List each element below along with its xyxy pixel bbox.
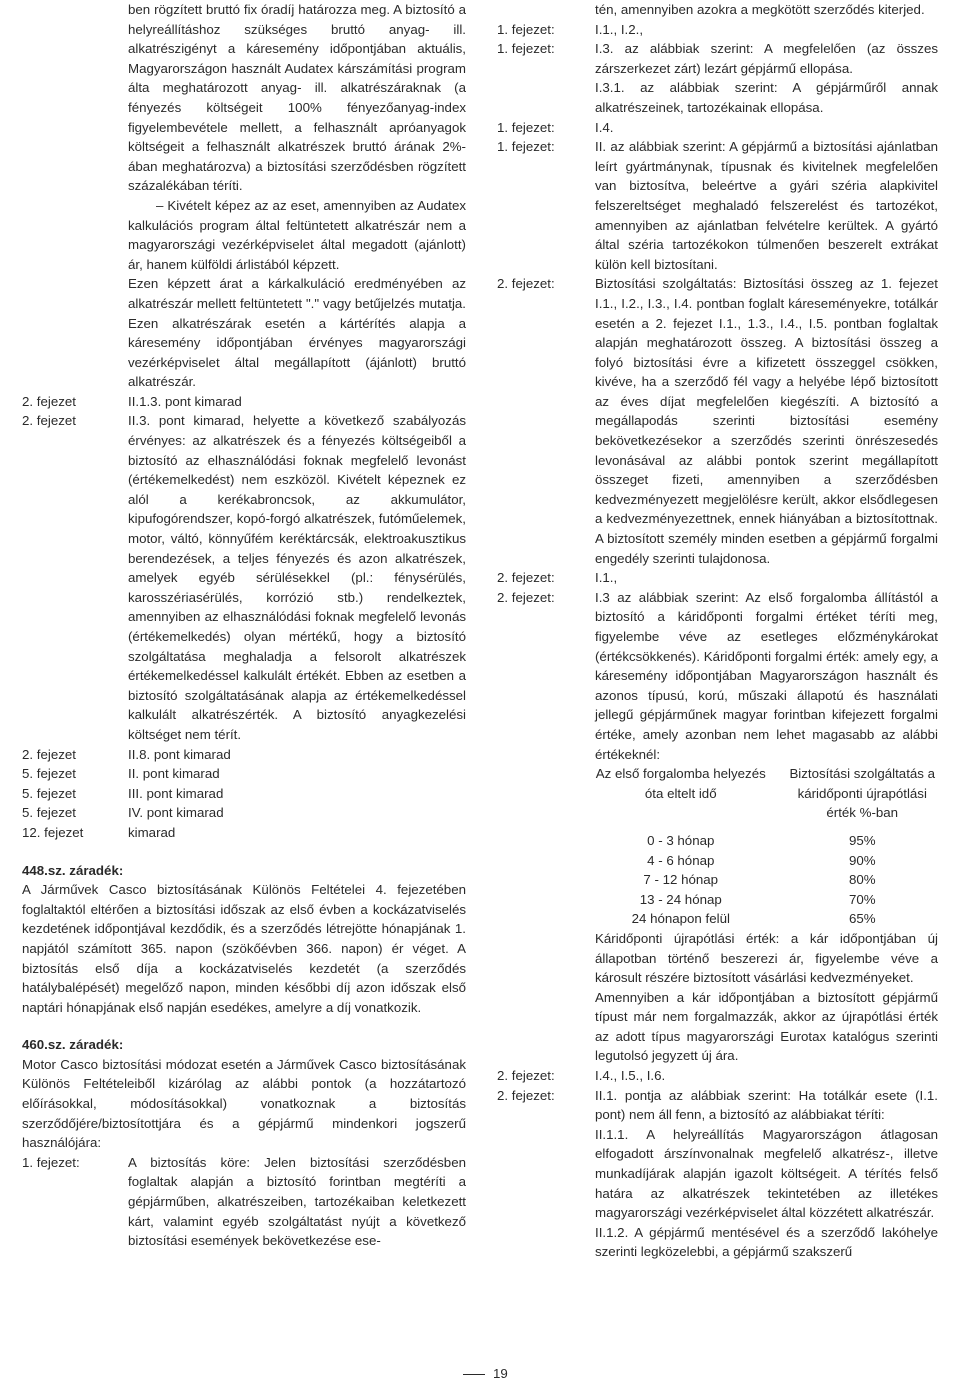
chapter-label: 2. fejezet: [22, 746, 76, 762]
table-cell-period: 0 - 3 hónap: [647, 832, 715, 848]
coverage-row: [497, 588, 938, 764]
coverage-row: [497, 118, 938, 138]
coverage-text: I.1., I.2.,: [595, 21, 644, 37]
right-column: [497, 0, 938, 1262]
amendment-row: [22, 764, 466, 784]
clause-460-body: Motor Casco biztosítási módozat esetén a Járművek Casco biztosításának Különös Feltételeiből kizárólag az alábbi pontok (a hozzátartozó előírásokkal, módosításokkal) vonatkoznak a biztosítás szerződőjére/biztosítottjára és a gépjármű mindenkori jogszerű használójára:: [22, 1056, 466, 1151]
chapter-label: 2. fejezet:: [497, 1068, 555, 1084]
table-row: [595, 909, 938, 929]
table-cell-percent: 65%: [848, 911, 876, 927]
amendment-row: [22, 745, 466, 765]
eurotax-paragraph: Amennyiben a kár időpontjában a biztosított gépjármű típust már nem forgalmazzák, akkor az újrapótlási érték az adott típus magyarországi Eurotax katalógus szerinti legutolsó jegyzett új ára.: [595, 989, 938, 1064]
coverage-row: [497, 1066, 938, 1086]
left-intro: [22, 0, 466, 392]
table-spacer: [595, 823, 938, 831]
chapter-label: 5. fejezet: [22, 785, 76, 801]
amendment-text: II.3. pont kimarad, helyette a következő szabályozás érvényes: az alkatrészek és a fényezés költségeiből a biztosító az elhasználódási foknak megfelelő levonást (értékemelkedést) nem eszközöl. Kivételt képeznek ez alól a kerékabroncsok, az akkumulátor, kipufogórendszer, kopó-forgó alkatrészek, futóműelemek, motor, váltó, könnyűfém keréktárcsák, elektroakusztikus berendezések, a teljes fényezés és azon alkatrészek, amelyek egyéb sérülésekkel (pl.: fénysérülés, karosszériasérülés, korrózió stb.) rendelkeztek, amennyiben az elhasználódási foknak megfelelő levonás (értékemelkedés) olyan mértékű, hogy a biztosító szolgáltatása meghaladja a felsorolt alkatrészek értékemelkedéssel kalkulált értékét. Ebben az esetben a biztosító szolgáltatásának alapja az értékemelkedéssel kalkulált alkatrészérték. A biztosító anyagkezelési költséget nem térít.: [128, 413, 466, 742]
table-row: [595, 831, 938, 851]
table-cell-percent: 70%: [848, 891, 876, 907]
coverage-row: [497, 78, 938, 117]
coverage-text: I.3 az alábbiak szerint: Az első forgalomba állítástól a biztosító a káridőponti forgalmi értéket téríti meg, figyelembe véve az esetleges előzménykárokat (értékcsökkenés). Káridőponti forgalmi érték: amely egy, a káresemény időpontjában Magyarországon használt és azonos típusú, korú, műszaki állapotú és használati jellegű gépjárműnek magyar forintban kifejezett forgalmi értéke, amely azonban nem lehet magasabb az alábbi értékeknél:: [595, 589, 938, 762]
chapter-label: 2. fejezet: [22, 413, 76, 429]
depreciation-table: [595, 764, 938, 929]
chapter-label: 1. fejezet:: [497, 119, 555, 135]
amendment-text: III. pont kimarad: [128, 785, 224, 801]
coverage-row: [497, 39, 938, 78]
exception-paragraph: – Kivételt képez az az eset, amennyiben az Audatex kalkulációs program által feltüntetett alkatrészár nem a magyarországi vezérképviselet által megadott (ajánlott) ár, hanem külföldi árlistából képzett.: [128, 197, 466, 272]
amendment-text: II. pont kimarad: [128, 766, 220, 782]
right-tail: [497, 1125, 938, 1262]
coverage-row: [497, 568, 938, 588]
table-header-row: [595, 764, 938, 823]
replacement-value-paragraph: Káridőponti újrapótlási érték: a kár időpontjában új állapotban történő beszerezi ár, figyelembe véve a károsult részére biztosított vásárlási kedvezményeket.: [595, 930, 938, 986]
chapter-label: 2. fejezet: [22, 393, 76, 409]
coverage-text: I.3.1. az alábbiak szerint: A gépjárműről annak alkatrészeinek, tartozékainak ellopása.: [595, 80, 938, 115]
table-cell-period: 4 - 6 hónap: [647, 852, 715, 868]
table-cell-percent: 95%: [848, 832, 876, 848]
amendment-text: II.8. pont kimarad: [128, 746, 231, 762]
coverage-text: Biztosítási szolgáltatás: Biztosítási összeg az 1. fejezet I.1., I.2., I.3., I.4. pontban foglalt káreseményekre, totálkár esetén a 2. fejezet I.1., 1.3., I.4., I.5. pontban foglaltak alapján meghatározott összeg. A biztosítási összeg a folyó biztosítási évre a kifizetett összeggel csökken, kivéve, ha a szerződő fél vagy a helyébe lépő biztosított az éves díjat megfelelően kiegészíti. A biztosító a megállapodás szerinti biztosítási esemény bekövetkezésekor a szerződés szerinti önrészesedés levonásával az alábbi pontok szerint megállapított összeget fizeti, amennyiben a szerződésben kedvezményezett megjelölésre került, akkor elsődlegesen a kedvezményezettnek, ennek hiányában a biztosítottnak. A biztosított személy minden esetben a gépjármű forgalmi engedély szerinti tulajdonosa.: [595, 276, 938, 566]
coverage-text: I.1.,: [595, 570, 618, 586]
chapter-label: 2. fejezet:: [497, 570, 555, 586]
amendment-text: kimarad: [128, 824, 176, 840]
chapter-label: 2. fejezet:: [497, 1087, 555, 1103]
chapter-label: 2. fejezet:: [497, 276, 555, 292]
clause-448-title: 448.sz. záradék:: [22, 862, 124, 878]
amendment-text: II.1.3. pont kimarad: [128, 393, 242, 409]
chapter-label: 1. fejezet:: [497, 41, 555, 57]
coverage-text: I.4., I.5., I.6.: [595, 1068, 666, 1084]
page-number: 19: [493, 1366, 508, 1381]
coverage-text: I.4.: [595, 119, 614, 135]
table-row: [595, 851, 938, 871]
price-paragraph: Ezen képzett árat a kárkalkuláció eredményében az alkatrészár mellett feltüntetett "." vagy betűjelzés mutatja. Ezen alkatrészárak esetén a kártérítés alapja a káresemény időpontjában érvényes magyarországi vezérképviselet által megállapított (ájánlott) bruttó alkatrészár.: [128, 276, 466, 390]
chapter-label: [497, 78, 595, 117]
page-footer: [463, 1366, 508, 1382]
clause-460-entry: [22, 1153, 466, 1251]
table-cell-percent: 80%: [848, 872, 876, 888]
spacer: [22, 843, 466, 861]
clause-460-title: 460.sz. záradék:: [22, 1037, 124, 1053]
table-header-percent: Biztosítási szolgáltatás a káridőponti újrapótlási érték %-ban: [789, 766, 936, 821]
amendment-row: [22, 411, 466, 744]
amendment-row: [22, 823, 466, 843]
depreciation-table-wrap: [595, 764, 938, 1066]
table-cell-period: 7 - 12 hónap: [643, 872, 719, 888]
table-row: [595, 870, 938, 890]
entry-text: A biztosítás köre: Jelen biztosítási szerződésben foglaltak alapján a biztosító forintban megtéríti a gépjárműben, alkatrészeiben, tartozékaiban keletkezett kárt, valamint egyéb szolgáltatást nyújt a következő biztosítási események bekövetkezése ese-: [128, 1154, 466, 1249]
amendment-text: IV. pont kimarad: [128, 805, 224, 821]
table-cell-percent: 90%: [848, 852, 876, 868]
amendment-row: [22, 784, 466, 804]
coverage-text: II. az alábbiak szerint: A gépjármű a biztosítási ajánlatban leírt gyártmánynak, típusnak és kivitelnek megfelelően van biztosítva, beleértve a gyári széria alapkivitel felszereltséget meghaladó felszerelést és tartozékot, amennyiben az ajánlatban felvételre kerültek. A gyártó által széria tartozékokon túlmenően beszerelt extrákat külön kell biztosítani.: [595, 139, 938, 272]
clause-448-body: A Járművek Casco biztosításának Különös Feltételei 4. fejezetében foglaltaktól eltérően a biztosítási időszak az első évben a kockázatviselés kezdetének időpontjával kezdődik, és a szerződés létrejötte hónapjának 1. napjától számított 365. napon (szökőévben 366. napon) ér véget. A biztosítás első díja a kockázatviselés kezdetét (a szerződés hatálybalépését) megelőző napon, minden későbbi díj azon időszak első naptári hónapjának első napján esedékes, amelyre a díj vonatkozik.: [22, 882, 466, 1015]
chapter-label: 1. fejezet:: [497, 21, 555, 37]
table-cell-period: 24 hónapon felül: [631, 911, 730, 927]
spacer: [22, 1017, 466, 1035]
chapter-label: 1. fejezet:: [22, 1154, 80, 1170]
repair-cost-paragraph: II.1.1. A helyreállítás Magyarországon átlagosan elfogadott árszínvonalnak megfelelő alkatrész-, illetve munkadíjárak alapján igazolt költségeit. A térítés felső határa az alkatrészek tekintetében az illetékes magyarországi vezérképviselet által közzétett alkatrészár.: [595, 1126, 938, 1221]
chapter-label: 12. fejezet: [22, 824, 84, 840]
footer-dash: [463, 1374, 485, 1375]
chapter-label: 2. fejezet:: [497, 589, 555, 605]
table-cell-period: 13 - 24 hónap: [639, 891, 722, 907]
coverage-row: [497, 137, 938, 274]
coverage-row: [497, 274, 938, 568]
coverage-row: [497, 1086, 938, 1125]
table-header-period: Az első forgalomba helyezés óta eltelt idő: [595, 766, 766, 801]
chapter-label: 5. fejezet: [22, 766, 76, 782]
amendment-row: [22, 803, 466, 823]
left-column: [22, 0, 466, 1251]
table-row: [595, 890, 938, 910]
right-intro: tén, amennyiben azokra a megkötött szerződés kiterjed.: [595, 2, 925, 17]
towing-paragraph: II.1.2. A gépjármű mentésével és a szerződő lakóhelye szerinti legközelebbi, a gépjármű szakszerű: [595, 1224, 938, 1260]
coverage-row: [497, 20, 938, 40]
chapter-label: 1. fejezet:: [497, 139, 555, 155]
chapter-label: 5. fejezet: [22, 805, 76, 821]
coverage-text: II.1. pontja az alábbiak szerint: Ha totálkár esete (I.1. pont) nem áll fenn, a biztosító az alábbiakat téríti:: [595, 1087, 938, 1123]
coverage-text: I.3. az alábbiak szerint: A megfelelően (az összes zárszerkezet zárt) lezárt gépjármű ellopása.: [595, 41, 938, 76]
intro-paragraph: ben rögzített bruttó fix óradíj határozza meg. A biztosító a helyreállításhoz szükséges bruttó anyag- ill. alkatrészigényt a káresemény időpontjában aktuális, Magyarországon használt Audatex kárszámítási program álta meghatározott anyag- ill. alkatrészáraknak (a fényezés költségeit 100% fényezőanyag-index figyelembevétele mellett, a felhasznált apróanyagok költségeit a felhasznált alkatrészek bruttó árának 2%-ában meghatározva) a biztosítási szerződésben rögzített százalékában téríti.: [128, 2, 466, 194]
amendment-row: [22, 392, 466, 412]
